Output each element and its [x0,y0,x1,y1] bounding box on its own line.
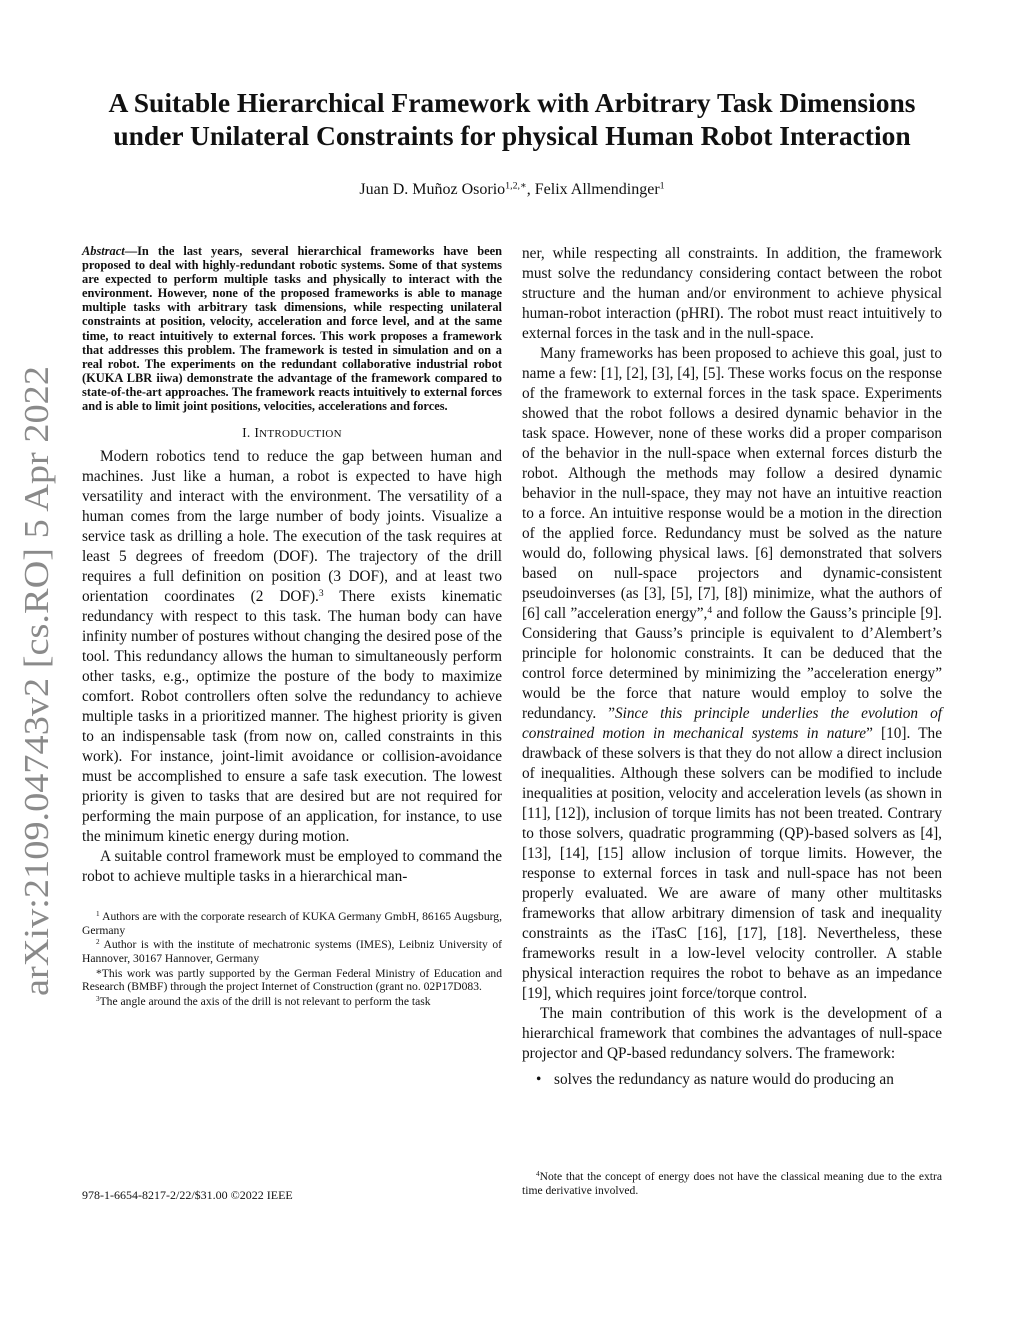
right-paragraph-3: The main contribution of this work is the development of a hierarchical framework that combines the advantages of null-space projector and QP-based redundancy solvers. The framework: [522,1005,942,1062]
footnote-2 [82,938,502,965]
paper-title [60,86,964,152]
abstract-label: Abstract [82,244,125,258]
footnote-3 [82,995,502,1009]
abstract-text: —In the last years, several hierarchical frameworks have been proposed to deal with highly-redundant robotic systems. Some of that systems are expected to perform multiple tasks and physically to interact with the environment. However, none of the proposed frameworks is able to manage multiple tasks with arbitrary task dimensions, while respecting unilateral constraints at position, velocity, acceleration and force level, and at the same time, to react intuitively to external forces. This work proposes a framework that addresses this problem. The framework is tested in simulation and on a real robot. The experiments on the redundant collaborative industrial robot (KUKA LBR iiwa) demonstrate the advantage of the framework compared to state-of-the-art approaches. The framework reacts intuitively to external forces and is able to limit joint positions, velocities, accelerations and forces. [82,244,502,414]
section-numeral: I. [242,425,255,441]
abstract [82,244,502,413]
section-heading-introduction [82,425,502,441]
section-title-rest: NTRODUCTION [259,428,342,441]
intro-paragraph-1-a: Modern robotics tend to reduce the gap between human and machines. Just like a human, a robot is expected to have high versatility and interact with the environment. The versatility of a human comes from the large number of body joints. Visualize a service task as drilling a hole. The execution of the task requires at least 5 degrees of freedom (DOF). The trajectory of the drill requires a full definition on position (3 DOF), and at least two orientation coordinates (2 DOF). [82,448,502,606]
author-list [60,180,964,200]
bullet-1-text: solves the redundancy as nature would do producing an [554,1071,894,1088]
footnote-4 [522,1170,942,1198]
footnote-4-mark: 4 [536,1170,540,1179]
footnote-1-mark: 1 [96,910,100,919]
footnote-3-text: The angle around the axis of the drill is not relevant to perform the task [99,994,431,1008]
arxiv-stamp-svg [8,360,64,1000]
footnote-2-text: Author is with the institute of mechatronic systems (IMES), Leibniz University of Hannover, 30167 Hannover, Germany [82,938,502,965]
left-column [82,244,502,1009]
footnote-ref-3: 3 [318,588,324,599]
right-column [522,244,942,1090]
author-1-affiliation: 1,2,∗ [505,180,527,192]
footnote-1-text: Authors are with the corporate research of KUKA Germany GmbH, 86165 Augsburg, Germany [82,910,502,937]
title-line-2: under Unilateral Constraints for physical Human Robot Interaction [113,120,911,151]
copyright-notice: 978-1-6654-8217-2/22/$31.00 ©2022 IEEE [82,1188,293,1202]
footnote-2-mark: 2 [96,938,100,947]
intro-paragraph-1-b: There exists kinematic redundancy with respect to this task. The human body can have infinity number of postures without changing the desired pose of the tool. This redundancy allows the human to simultaneously perform other tasks, e.g., optimize the posture of the body to maximize comfort. Robot controllers often solve the redundancy to achieve multiple tasks in a prioritized manner. The highest priority is given to an indispensable task (from now on, called constraints in this work). For instance, joint-limit avoidance or collision-avoidance must be accomplished to ensure a safe task execution. The lowest priority is given to tasks that are desired but are not required for performing the main purpose of an application, for instance, to use the minimum kinetic energy during motion. [82,588,502,846]
title-line-1: A Suitable Hierarchical Framework with Arbitrary Task Dimensions [108,87,916,118]
footnote-funding-text: *This work was partly supported by the German Federal Ministry of Education and Research (BMBF) through the project Internet of Construction (grant no. 02P17D083. [82,966,502,994]
right-paragraph-2-c: ” [10]. The drawback of these solvers is that they do not allow a direct inclusion of inequalities. Although these solvers can be modified to include inequalities at position, velocity and acceleration levels (as shown in [11], [12]), inclusion of torque limits has not been treated. Contrary to those solvers, quadratic programming (QP)-based solvers as [4], [13], [14], [15] allow inclusion of torque limits. However, the response to external forces in task and null-space has not been properly evaluated. We are aware of many other multitasks frameworks that allow arbitrary dimension of task and inequality constraints as the iTasC [16], [17], [18]. Nevertheless, these frameworks result in a low-level velocity controller. A stable physical interaction requires the robot to behave as an impedance [19], which requires joint force/torque control. [522,725,942,1002]
intro-paragraph-1 [82,447,502,847]
right-paragraph-1: ner, while respecting all constraints. In addition, the framework must solve the redundancy considering contact between the robot structure and the human and/or environment to achieve physical human-robot interaction (pHRI). The robot must react intuitively to external forces in the task and in the null-space. [522,245,942,342]
list-item [522,1070,942,1090]
contribution-list [522,1070,942,1090]
arxiv-stamp-text: arXiv:2109.04743v2 [cs.RO] 5 Apr 2022 [17,420,56,996]
right-paragraph-2-a: Many frameworks has been proposed to achieve this goal, just to name a few: [1], [2], [3], [4], [5]. These works focus on the response of the framework to external forces in the task space. Experiments showed that the robot follows a desired dynamic behavior in the task space. However, none of these works did a proper comparison of the behavior in the null-space when external forces disturb the robot. Although the methods may follow a desired dynamic behavior in the null-space, they may not have an intuitive reaction to a force. An intuitive response would be a motion in the direction of the applied force. Redundancy must be solved as the nature would do, following physical laws. [6] demonstrated that solvers based on null-space projectors and dynamic-consistent pseudoinverses (as [3], [5], [7], [8]) minimize, what the authors of [6] call ”acceleration energy”, [522,345,942,622]
arxiv-side-stamp [8,360,64,1000]
footnote-1 [82,910,502,937]
right-paragraph-2-b: and follow the Gauss’s principle [9]. Considering that Gauss’s principle is equivalent to d’Alembert’s principle for holonomic constraints. It can be deduced that the control force determined by minimizing the ”acceleration energy” would be the force that nature would employ to solve the redundancy. ” [522,605,943,722]
author-2: Felix Allmendinger [534,181,660,198]
footnote-ref-4: 4 [707,605,713,616]
bullet-icon: • [536,1071,542,1088]
section-title-initial: I [254,425,260,441]
footnote-4-text: Note that the concept of energy does not have the classical meaning due to the extra time derivative involved. [522,1170,942,1197]
author-1: Juan D. Muñoz Osorio [359,181,506,198]
footnote-4-paragraph [522,1170,942,1197]
right-paragraph-2-quote: Since this principle underlies the evolution of constrained motion in mechanical systems in nature [522,705,942,742]
intro-paragraph-2: A suitable control framework must be employed to command the robot to achieve multiple tasks in a hierarchical man- [82,848,502,886]
footnote-3-mark: 3 [96,994,100,1003]
author-separator: , [526,181,535,198]
footnote-funding [82,967,502,994]
right-paragraph-2 [522,344,942,1004]
author-2-affiliation: 1 [659,180,665,192]
